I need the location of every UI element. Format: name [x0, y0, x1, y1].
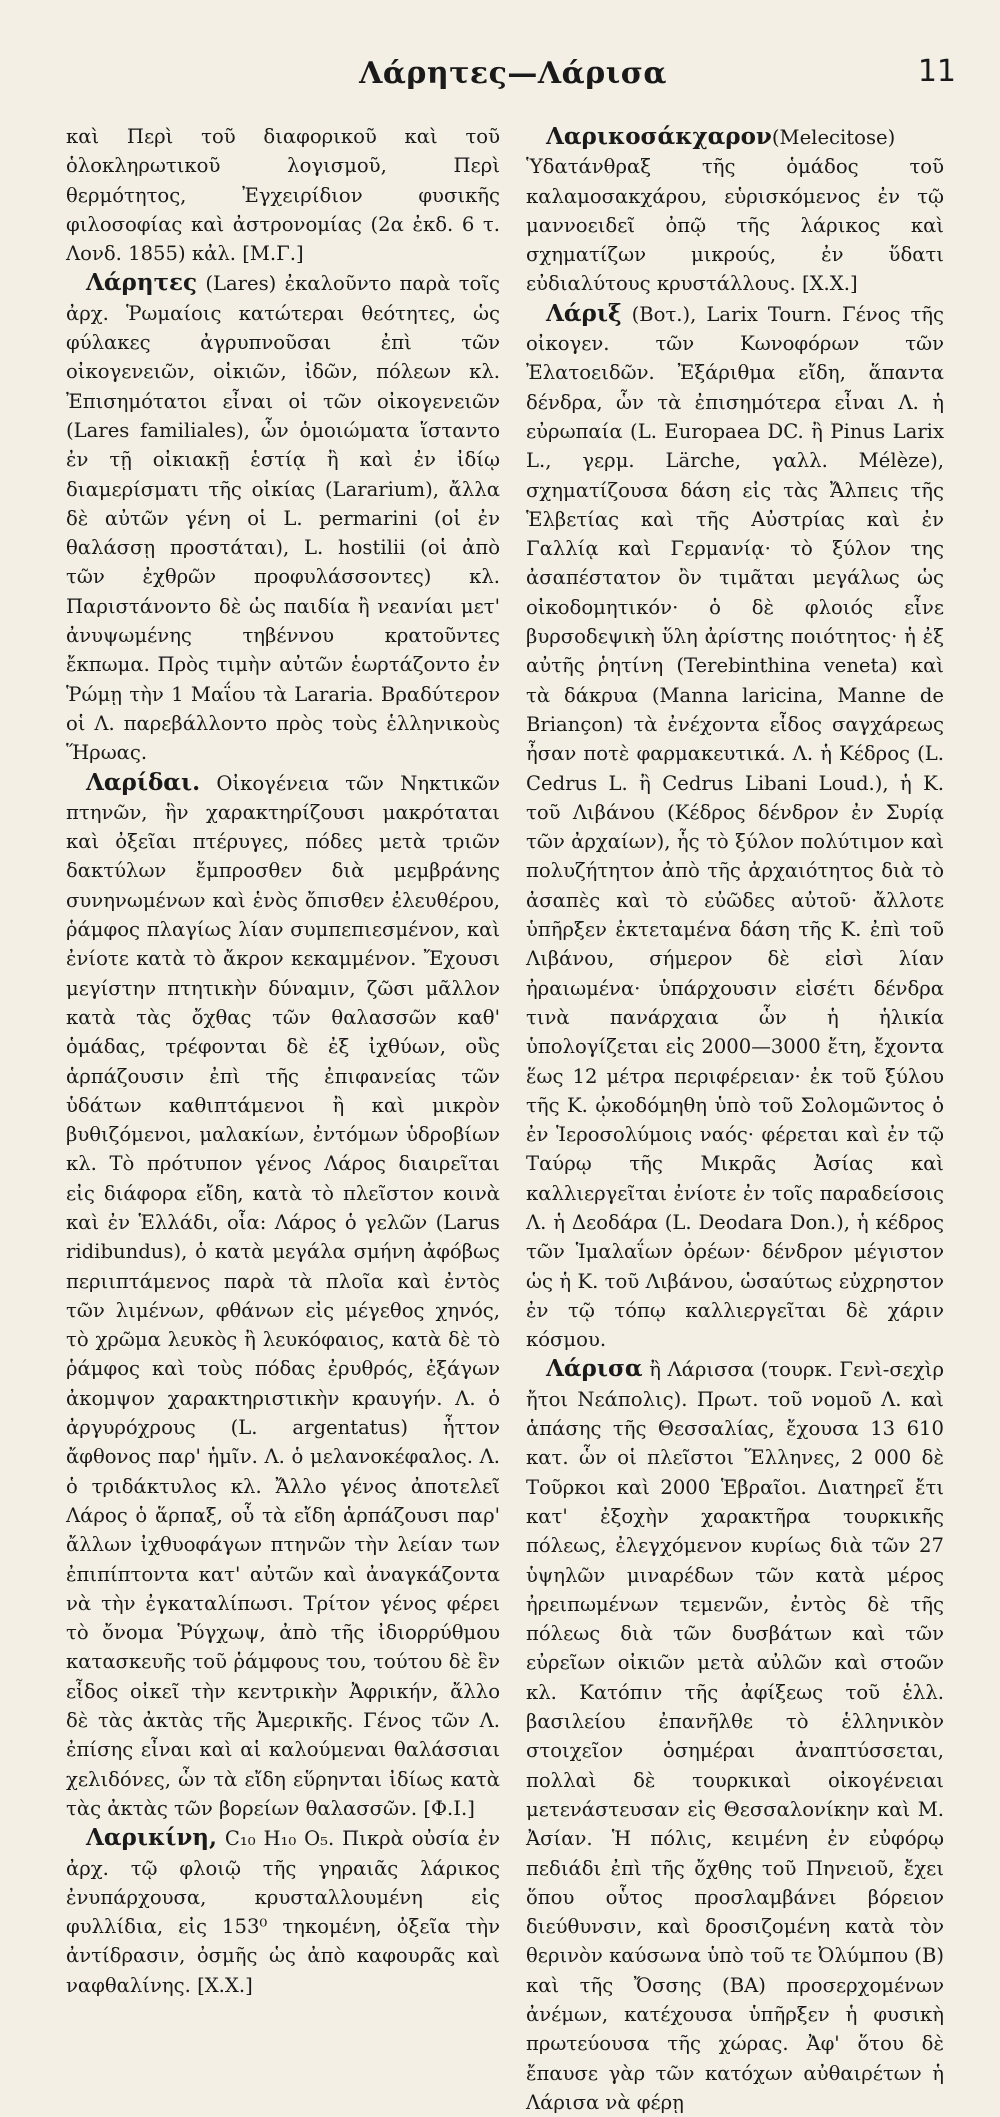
entry-larikini [66, 1823, 500, 2000]
right-column [526, 122, 944, 2117]
entry-text-larisa: ἢ Λάρισσα (τουρκ. Γενὶ-σεχὶρ ἤτοι Νεάπολις). Πρωτ. τοῦ νομοῦ Λ. καὶ ἁπάσης τῆς Θεσσαλίας, ἔχουσα 13 610 κατ. ὧν οἱ πλεῖστοι Ἕλληνες, 2 000 δὲ Τοῦρκοι καὶ 2000 Ἑβραῖοι. Διατηρεῖ ἔτι κατ' ἐξοχὴν χαρακτῆρα τουρκικῆς πόλεως, ἐλεγχόμενον κυρίως διὰ τῶν 27 ὑψηλῶν μιναρέδων τῶν κατὰ μέρος ἠρειπωμένων τεμενῶν, ἐντὸς δὲ τῆς πόλεως διὰ τῶν δυσβάτων καὶ τῶν εὐρεῖων οἰκιῶν μετὰ αὐλῶν καὶ στοῶν κλ. Κατόπιν τῆς ἀφίξεως τοῦ ἑλλ. βασιλείου ἐπανῆλθε τὸ ἑλληνικὸν στοιχεῖον ὁσημέραι ἀναπτύσσεται, πολλαὶ δὲ τουρκικαὶ οἰκογένειαι μετενάστευσαν εἰς Θεσσαλονίκην καὶ Μ. Ἀσίαν. Ἡ πόλις, κειμένη ἐν εὐφόρῳ πεδιάδι ἐπὶ τῆς ὄχθης τοῦ Πηνειοῦ, ἔχει ὅπου οὗτος προσλαμβάνει βόρειον διεύθυνσιν, καὶ δροσιζομένη κατὰ τὸν θερινὸν καύσωνα ὑπὸ τοῦ τε Ὀλύμπου (Β) καὶ τῆς Ὄσσης (ΒΑ) προσερχομένων ἀνέμων, κατέχουσα ὑπῆρξεν ἡ φυσικὴ πρωτεύουσα τῆς χώρας. Ἀφ' ὅτου δὲ ἔπαυσε γὰρ τῶν κατόχων αὐθαιρέτων ἡ Λάρισα νὰ φέρῃ [526, 1358, 944, 2114]
page-number: 11 [917, 54, 956, 89]
entry-larikosakcharon [526, 122, 944, 299]
headword-larisa: Λάρισα [546, 1355, 643, 1383]
headword-larikini: Λαρικίνη, [86, 1824, 218, 1852]
left-column [66, 122, 500, 2117]
running-header [66, 54, 960, 92]
entry-laridai [66, 768, 500, 1824]
header-title: Λάρητες—Λάρισα [359, 56, 667, 91]
headword-lares: Λάρητες [86, 269, 198, 297]
entry-text-larix: (Βοτ.), Larix Tourn. Γένος τῆς οἰκογεν. τῶν Κωνοφόρων τῶν Ἐλατοειδῶν. Ἐξάριθμα εἴδη, ἅπαντα δένδρα, ὧν τὰ ἐπισημότερα εἶναι Λ. ἡ εὐρωπαία (L. Europaea DC. ἢ Pinus Larix L., γερμ. Lärche, γαλλ. Mélèze), σχηματίζουσα δάση εἰς τὰς Ἄλπεις τῆς Ἑλβετίας καὶ τῆς Αὐστρίας καὶ ἐν Γαλλίᾳ καὶ Γερμανίᾳ· τὸ ξύλον της ἀσαπέστατον ὂν τιμᾶται μεγάλως ὡς οἰκοδομητικόν· ὁ δὲ φλοιός εἶνε βυρσοδεψικὴ ὕλη ἀρίστης ποιότητος· ἡ ἐξ αὐτῆς ῥητίνη (Terebinthina veneta) καὶ τὰ δάκρυα (Manna laricina, Manne de Briançon) τὰ ἐνέχοντα εἶδος σαγχάρεως ἦσαν ποτὲ φαρμακευτικά. Λ. ἡ Κέδρος (L. Cedrus L. ἢ Cedrus Libani Loud.), ἡ Κ. τοῦ Λιβάνου (Κέδρος δένδρον ἐν Συρίᾳ τῶν ἀρχαίων), ἧς τὸ ξύλον πολύτιμον καὶ πολυζήτητον ἀπὸ τῆς ἀρχαιότητος διὰ τὸ ἀσαπὲς καὶ τὸ εὐῶδες αὐτοῦ· ἄλλοτε ὑπῆρξεν ἐκτεταμένα δάση τῆς Κ. ἐπὶ τοῦ Λιβάνου, σήμερον δὲ εἰσὶ λίαν ἠραιωμένα· ὑπάρχουσιν εἰσέτι δένδρα τινὰ πανάρχαια ὧν ἡ ἡλικία ὑπολογίζεται εἰς 2000—3000 ἔτη, ἔχοντα ἕως 12 μέτρα περιφέρειαν· ἐκ τοῦ ξύλου τῆς Κ. ᾠκοδόμηθη ὑπὸ τοῦ Σολομῶντος ὁ ἐν Ἱεροσολύμοις ναός· φέρεται καὶ ἐν τῷ Ταύρῳ τῆς Μικρᾶς Ἀσίας καὶ καλλιεργεῖται ἐνίοτε ἐν τοῖς παραδείσοις Λ. ἡ Δεοδάρα (L. Deodara Don.), ἡ κέδρος τῶν Ἱμαλαΐων ὀρέων· δένδρον μέγιστον ὡς ἡ Κ. τοῦ Λιβάνου, ὡσαύτως εὐχρηστον ἐν τῷ τόπῳ καλλιεργεῖται δὲ χάριν κόσμου. [526, 302, 945, 1352]
entry-larix [526, 299, 944, 1355]
text-columns [66, 122, 960, 2117]
headword-larikosakcharon: Λαρικοσάκχαρον [546, 123, 772, 150]
entry-text-laridai: Οἰκογένεια τῶν Νηκτικῶν πτηνῶν, ἣν χαρακτηρίζουσι μακρόταται καὶ ὀξεῖαι πτέρυγες, πόδες μετὰ τριῶν δακτύλων ἔμπροσθεν διὰ μεμβράνης συνηνωμένων καὶ ἑνὸς ὄπισθεν ἐλευθέρου, ῥάμφος πλαγίως λίαν συμπεπιεσμένον, καὶ ἐνίοτε κατὰ τὸ ἄκρον κεκαμμένον. Ἔχουσι μεγίστην πτητικὴν δύναμιν, ζῶσι μᾶλλον κατὰ τὰς ὄχθας τῶν θαλασσῶν καθ' ὁμάδας, τρέφονται δὲ ἐξ ἰχθύων, οὓς ἁρπάζουσιν ἐπὶ τῆς ἐπιφανείας τῶν ὑδάτων καθιπτάμενοι ἢ καὶ μικρὸν βυθιζόμενοι, μαλακίων, ἐντόμων ὑδροβίων κλ. Τὸ πρότυπον γένος Λάρος διαιρεῖται εἰς διάφορα εἴδη, κατὰ τὸ πλεῖστον κοινὰ καὶ ἐν Ἑλλάδι, οἷα: Λάρος ὁ γελῶν (Larus ridibundus), ὁ κατὰ μεγάλα σμήνη ἀφόβως περιιπτάμενος παρὰ τὰ πλοῖα καὶ ἐντὸς τῶν λιμένων, φθάνων εἰς μέγεθος χηνός, τὸ χρῶμα λευκὸς ἢ λευκόφαιος, κατὰ δὲ τὸ ῥάμφος καὶ τοὺς πόδας ἐρυθρός, ἐξάγων ἀκομψον χαρακτηριστικὴν κραυγήν. Λ. ὁ ἀργυρόχρους (L. argentatus) ἧττον ἄφθονος παρ' ἡμῖν. Λ. ὁ μελανοκέφαλος. Λ. ὁ τριδάκτυλος κλ. Ἄλλο γένος ἀποτελεῖ Λάρος ὁ ἅρπαξ, οὗ τὰ εἴδη ἁρπάζουσι παρ' ἄλλων ἰχθυοφάγων πτηνῶν τὴν λείαν των ἐπιπίπτοντα κατ' αὐτῶν καὶ ἀναγκάζοντα νὰ τὴν ἐγκαταλίπωσι. Τρίτον γένος φέρει τὸ ὄνομα Ῥύγχωψ, ἀπὸ τῆς ἰδιορρύθμου κατασκευῆς τοῦ ῥάμφους του, τούτου δὲ ἓν εἶδος οἰκεῖ τὴν κεντρικὴν Ἀφρικήν, ἄλλο δὲ τὰς ἀκτὰς τῆς Ἀμερικῆς. Γένος τῶν Λ. ἐπίσης εἶναι καὶ αἱ καλούμεναι θαλάσσιαι χελιδόνες, ὧν τὰ εἴδη εὕρηνται ἰδίως κατὰ τὰς ἀκτὰς τῶν βορείων θαλασσῶν. [Φ.Ι.] [66, 771, 500, 1820]
headword-larix: Λάριξ [546, 299, 622, 327]
entry-text-larikini: C₁₀ H₁₀ O₅. Πικρὰ οὐσία ἐν ἀρχ. τῷ φλοιῷ τῆς γηραιᾶς λάρικος ἐνυπάρχουσα, κρυσταλλουμένη εἰς φυλλίδια, εἰς 153⁰ τηκομένη, ὀξεῖα τὴν ἀντίδρασιν, ὀσμῆς ὡς ἀπὸ καφουρᾶς καὶ ναφθαλίνης. [Χ.Χ.] [66, 1827, 500, 1997]
entry-lares [66, 268, 500, 767]
entry-text-larikosakcharon: (Melecitose) Ὑδατάνθραξ τῆς ὁμάδος τοῦ καλαμοσακχάρου, εὑρισκόμενος ἐν τῷ μαννοειδεῖ ὀπῷ τῆς λάρικος καὶ σχηματίζων μικρούς, ἐν ὕδατι εὐδιαλύτους κρυστάλλους. [Χ.Χ.] [526, 126, 944, 296]
entry-larisa [526, 1354, 944, 2117]
continued-paragraph: καὶ Περὶ τοῦ διαφορικοῦ καὶ τοῦ ὁλοκληρωτικοῦ λογισμοῦ, Περὶ θερμότητος, Ἐγχειρίδιον φυσικῆς φιλοσοφίας καὶ ἀστρονομίας (2α ἐκδ. 6 τ. Λονδ. 1855) κἀλ. [Μ.Γ.] [66, 125, 500, 266]
entry-text-lares: (Lares) ἐκαλοῦντο παρὰ τοῖς ἀρχ. Ῥωμαίοις κατώτεραι θεότητες, ὡς φύλακες ἀγρυπνοῦσαι ἐπὶ τῶν οἰκογενειῶν, οἰκιῶν, ἰδῶν, πόλεων κλ. Ἐπισημότατοι εἶναι οἱ τῶν οἰκογενειῶν (Lares familiales), ὧν ὁμοιώματα ἵσταντο ἐν τῇ οἰκιακῇ ἑστίᾳ ἢ καὶ ἐν ἰδίῳ διαμερίσματι τῆς οἰκίας (Lararium), ἄλλα δὲ αὐτῶν γένη οἱ L. permarini (οἱ ἐν θαλάσσῃ προστάται), L. hostilii (οἱ ἀπὸ τῶν ἐχθρῶν προφυλάσσοντες) κλ. Παριστάνοντο δὲ ὡς παιδία ἢ νεανίαι μετ' ἀνυψωμένης τηβέννου κρατοῦντες ἔκπωμα. Πρὸς τιμὴν αὐτῶν ἑωρτάζοντο ἐν Ῥώμῃ τὴν 1 Μαΐου τὰ Lararia. Βραδύτερον οἱ Λ. παρεβάλλοντο πρὸς τοὺς ἑλληνικοὺς Ἥρωας. [66, 272, 500, 765]
headword-laridai: Λαρίδαι. [86, 768, 201, 796]
